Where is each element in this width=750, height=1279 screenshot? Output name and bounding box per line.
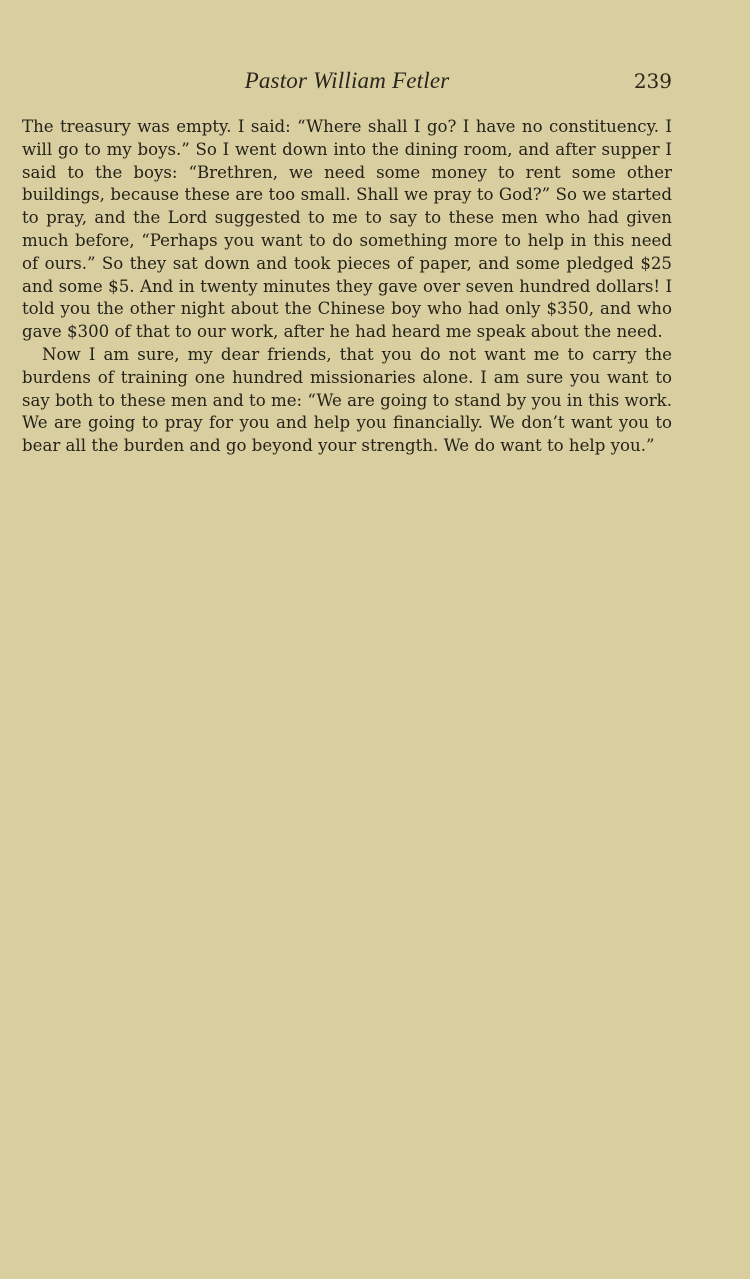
running-title: Pastor William Fetler (244, 68, 450, 93)
paragraph: Now I am sure, my dear friends, that you do not want me to carry the burdens of training one hundred missionaries alone. I am sure you want to say both to these men and to me: “We are going to stand by you in this work. We are going to pray for you and help you financially. We don’t want you to bear all the burden and go beyond your strength. We do want to help you.” (22, 344, 672, 456)
running-head (22, 68, 672, 98)
paragraph: The treasury was empty. I said: “Where shall I go? I have no constituency. I will go to my boys.” So I went down into the dining room, and after supper I said to the boys: “Brethren, we need some money to rent some other buildings, because these are too small. Shall we pray to God?” So we started to pray, and the Lord suggested to me to say to these men who had given much before, “Perhaps you want to do something more to help in this need of ours.” So they sat down and took pieces of paper, and some pledged $25 and some $5. And in twenty minutes they gave over seven hundred dollars! I told you the other night about the Chinese boy who had only $350, and who gave $300 of that to our work, after he had heard me speak about the need. (22, 117, 672, 342)
page-number: 239 (633, 69, 672, 93)
body-text (22, 116, 672, 458)
